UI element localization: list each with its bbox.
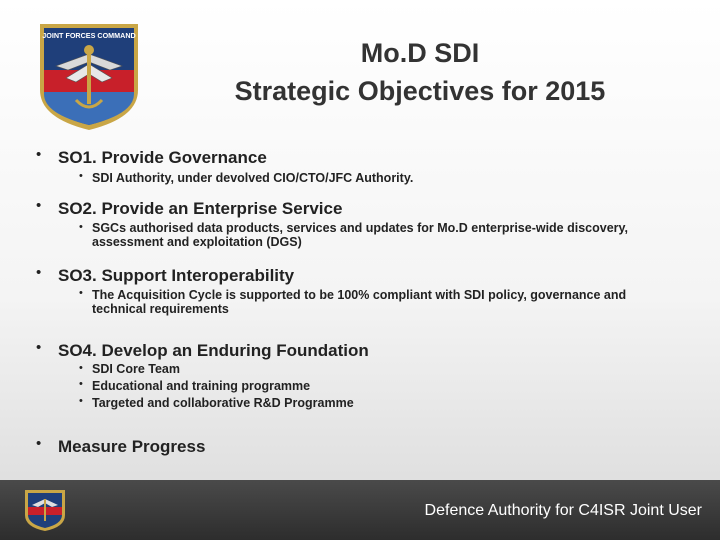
title-line-1: Mo.D SDI bbox=[360, 38, 480, 68]
bullet-dot-icon: • bbox=[79, 221, 83, 233]
objective-heading-2: SO2. Provide an Enterprise Service bbox=[58, 199, 343, 218]
bullet-dot-icon: • bbox=[79, 378, 83, 390]
objective-heading-3: SO3. Support Interoperability bbox=[58, 266, 295, 285]
title-line-2: Strategic Objectives for 2015 bbox=[234, 76, 606, 106]
objective-heading-1: SO1. Provide Governance bbox=[58, 148, 267, 167]
objective-point-4-1: SDI Core Team bbox=[92, 362, 180, 376]
bullet-dot-icon: • bbox=[36, 264, 42, 281]
objective-heading-5: Measure Progress bbox=[58, 437, 206, 456]
bullet-dot-icon: • bbox=[36, 146, 42, 163]
objective-point-1-1: SDI Authority, under devolved CIO/CTO/JFC Authority. bbox=[92, 171, 414, 185]
footer-text: Defence Authority for C4ISR Joint User bbox=[424, 502, 702, 519]
bullet-dot-icon: • bbox=[79, 362, 83, 374]
objective-heading-4: SO4. Develop an Enduring Foundation bbox=[58, 341, 369, 360]
objective-point-4-3: Targeted and collaborative R&D Programme bbox=[92, 396, 354, 410]
footer-crest-icon bbox=[22, 487, 68, 533]
bullet-dot-icon: • bbox=[36, 435, 42, 452]
objective-point-4-2: Educational and training programme bbox=[92, 379, 311, 393]
bullet-dot-icon: • bbox=[36, 197, 42, 214]
objective-point-2-1: SGCs authorised data products, services and updates for Mo.D enterprise-wide discovery, assessment and exploitation (DGS) bbox=[92, 221, 629, 249]
objective-point-3-1: The Acquisition Cycle is supported to be 100% compliant with SDI policy, governance and technical requirements bbox=[92, 288, 627, 316]
bullet-dot-icon: • bbox=[36, 339, 42, 356]
footer-bar bbox=[0, 480, 720, 540]
bullet-dot-icon: • bbox=[79, 287, 83, 299]
slide-title bbox=[150, 34, 690, 110]
bullet-dot-icon: • bbox=[79, 395, 83, 407]
bullet-dot-icon: • bbox=[79, 170, 83, 182]
joint-forces-command-crest-icon bbox=[36, 20, 142, 132]
crest-text: JOINT FORCES COMMAND bbox=[42, 31, 136, 40]
